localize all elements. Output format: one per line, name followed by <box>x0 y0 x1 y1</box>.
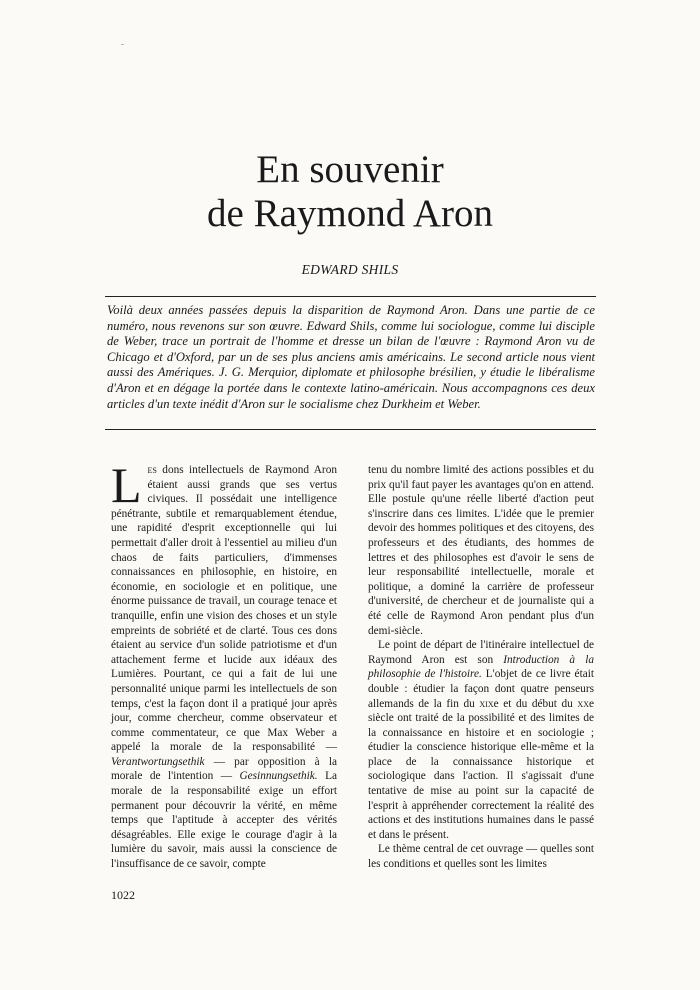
scan-speck <box>121 44 124 45</box>
body-column-left <box>111 457 337 872</box>
text-run: — par opposition à la morale de l'intention — <box>111 755 337 783</box>
text-run: La morale de la responsabilité exige un effort permanent pour découvrir la vérité, en même temps que l'aptitude à accepter des vérités désagréables. Elle exige le courage d'agir à la lumière du savoir, mais aussi la conscience de l'insuffisance de ce savoir, compte <box>111 770 337 871</box>
abstract-top-rule <box>105 296 596 297</box>
century-numeral: xx <box>577 697 589 710</box>
title-line-2: de Raymond Aron <box>207 192 493 235</box>
text-run: L'objet de ce livre était double : étudier la façon dont quatre penseurs allemands de la fin du <box>368 668 594 710</box>
term-gesinnungsethik: Gesinnungsethik. <box>239 770 318 783</box>
term-verantwortungsethik: Verantwortungsethik <box>111 755 205 768</box>
author-name: EDWARD SHILS <box>301 262 399 277</box>
text-run: e siècle ont traité de la possibilité et des limites de la connaissance en histoire et en sociologie ; étudier la conscience historique elle-même et la place de la connaissance historique et sociologique dans l'action. Il s'agissait d'une tentative de mise au point sur la capacité de l'esprit à appréhender correctement la réalité des actions et des institutions humaines dans le passé et dans le présent. <box>368 697 594 841</box>
opening-small-caps: es <box>147 464 157 476</box>
paragraph <box>368 638 594 842</box>
book-title: Introduction à la philosophie de l'histoire. <box>368 653 594 681</box>
body-column-right <box>368 463 594 872</box>
title-line-1: En souvenir <box>256 148 444 191</box>
drop-cap: L <box>111 457 142 513</box>
paragraph: tenu du nombre limité des actions possibles et du prix qu'il faut payer les avantages qu'on en attend. Elle postule qu'une réelle liberté d'action peut s'inscrire dans ces limites. L'idée que le premier devoir des hommes politiques et des citoyens, des professeurs et des étudiants, des hommes de lettres et des philosophes est d'avoir le sens de leur responsabilité intellectuelle, morale et politique, a dominé la carrière de professeur d'université, de chercheur et de journaliste qui a été celle de Raymond Aron pendant plus d'un demi-siècle. <box>368 464 594 637</box>
page-number: 1022 <box>111 888 135 902</box>
editorial-abstract: Voilà deux années passées depuis la disparition de Raymond Aron. Dans une partie de ce numéro, nous revenons sur son œuvre. Edward Shils, comme lui sociologue, comme lui disciple de Weber, trace un portrait de l'homme et dresse un bilan de l'œuvre : Raymond Aron vu de Chicago et d'Oxford, par un de ses plus anciens amis américains. Le second article nous vient aussi des Amériques. J. G. Merquior, diplomate et philosophe brésilien, y étudie le libéralisme d'Aron et en dégage la portée dans le contexte latino-américain. Nous accompagnons ces deux articles d'un texte inédit d'Aron sur le socialisme chez Durkheim et Weber. <box>107 303 595 411</box>
paragraph <box>111 457 337 872</box>
paragraph: Le thème central de cet ouvrage — quelles sont les conditions et quelles sont les limites <box>368 843 594 871</box>
text-run: dons intellectuels de Raymond Aron étaient aussi grands que ses vertus civiques. Il possédait une intelligence pénétrante, subtile et remarquablement étendue, une rapidité d'esprit exceptionnelle qui lui permettait d'aller droit à l'essentiel au milieu d'un chaos de faits particuliers, d'immenses connaissances en philosophie, en histoire, en économie, en sociologie et en politique, une énorme puissance de travail, un courage tenace et tranquille, enfin une vision des choses et un style empreints de sobriété et de clarté. Tous ces dons étaient au service d'un solide patriotisme et d'un attachement ferme et lucide aux idéaux des Lumières. Pourtant, ce qui a fait de lui une personnalité unique parmi les intellectuels de son temps, c'est la façon dont il a pratiqué jour après jour, comme chercheur, comme observateur et comme commentateur, ce que Max Weber a appelé la morale de la responsabilité — <box>111 464 337 754</box>
abstract-bottom-rule <box>105 429 596 430</box>
text-run: e et du début du <box>493 697 578 710</box>
century-numeral: xix <box>479 697 494 710</box>
text-run: Le point de départ de l'itinéraire intellectuel de Raymond Aron est son <box>368 639 594 666</box>
article-title <box>0 148 700 236</box>
